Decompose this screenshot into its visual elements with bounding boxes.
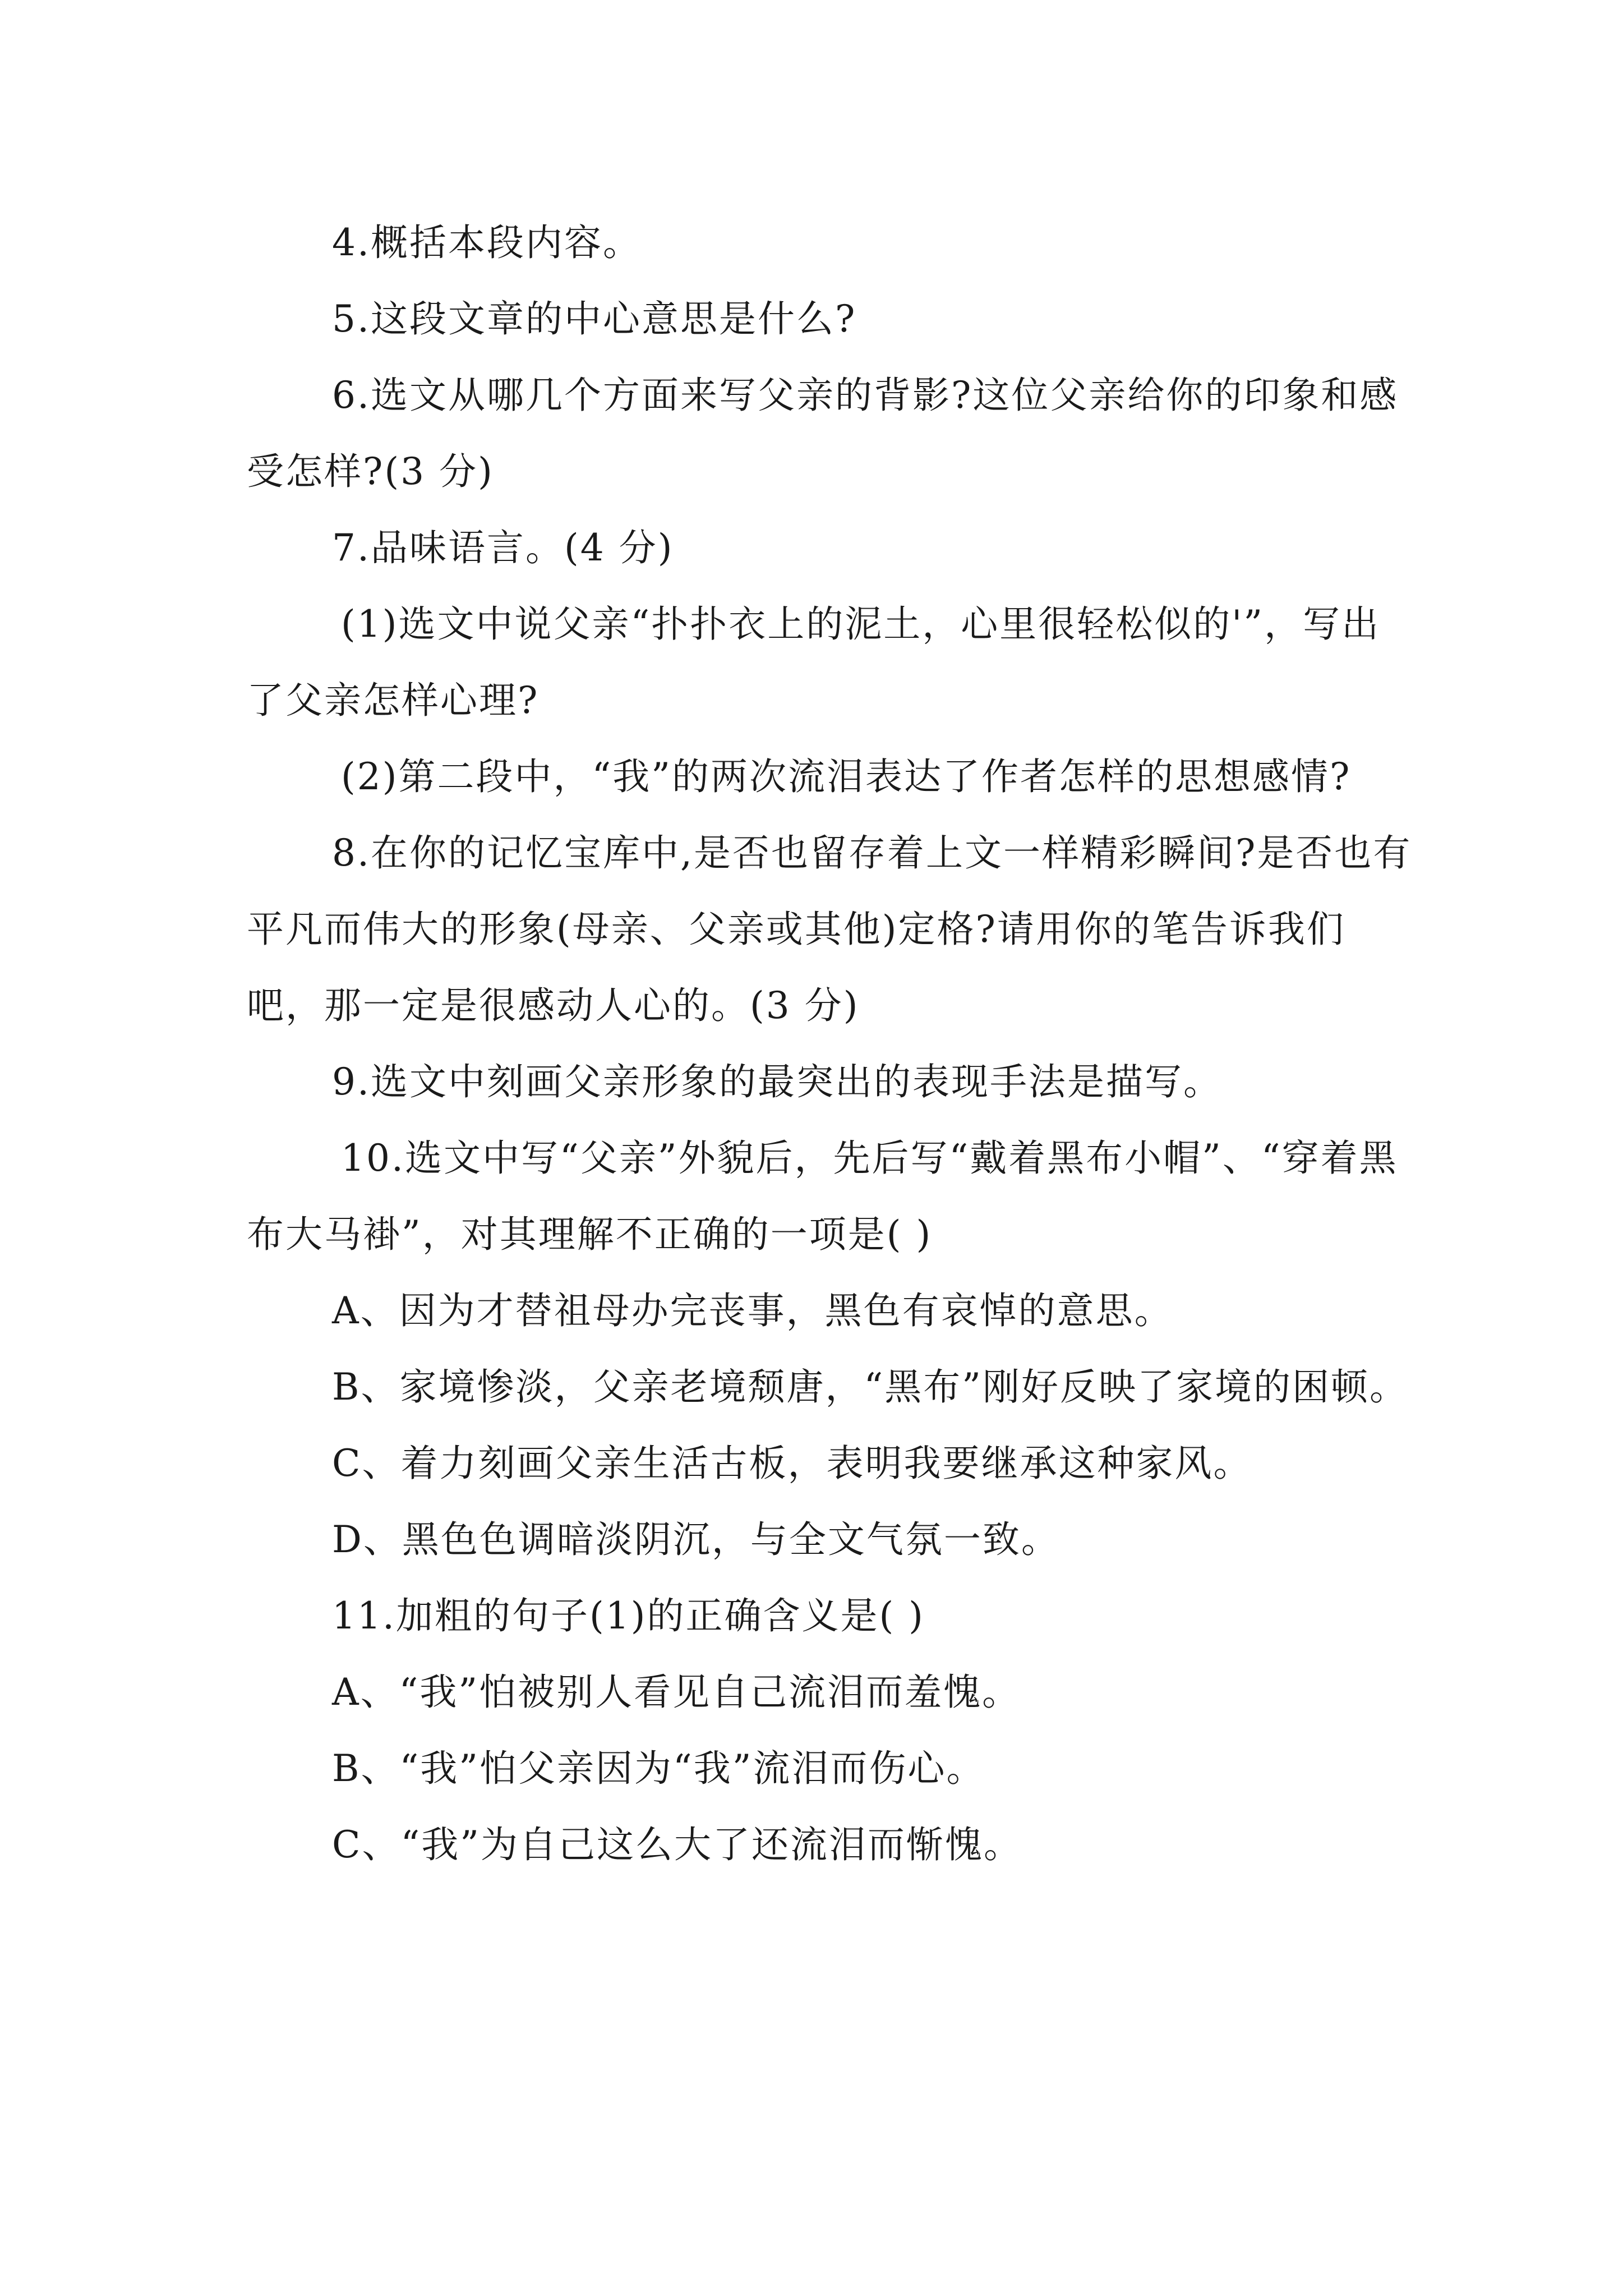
question-list — [247, 205, 1413, 1883]
question-10-option-b: B、家境惨淡，父亲老境颓唐，“黑布”刚好反映了家境的困顿。 — [332, 1365, 1408, 1409]
question-8: 8.在你的记忆宝库中,是否也留存着上文一样精彩瞬间?是否也有平凡而伟大的形象(母亲、父亲或其他)定格?请用你的笔告诉我们吧，那一定是很感动人心的。(3 分) — [247, 831, 1412, 1027]
question-11-option-b: B、“我”怕父亲因为“我”流泪而伤心。 — [332, 1747, 985, 1790]
question-4: 4.概括本段内容。 — [332, 221, 642, 264]
question-7-part-2: (2)第二段中，“我”的两次流泪表达了作者怎样的思想感情? — [341, 755, 1352, 798]
question-11: 11.加粗的句子(1)的正确含义是( ) — [332, 1594, 925, 1637]
question-10-option-c: C、着力刻画父亲生活古板，表明我要继承这种家风。 — [332, 1442, 1252, 1485]
question-6: 6.选文从哪几个方面来写父亲的背影?这位父亲给你的印象和感受怎样?(3 分) — [247, 374, 1399, 493]
question-5: 5.这段文章的中心意思是什么? — [332, 297, 857, 341]
question-10-option-d: D、黑色色调暗淡阴沉，与全文气氛一致。 — [332, 1518, 1060, 1561]
question-9: 9.选文中刻画父亲形象的最突出的表现手法是描写。 — [332, 1060, 1222, 1103]
question-7-part-1: (1)选文中说父亲“扑扑衣上的泥土，心里很轻松似的'”，写出了父亲怎样心理? — [247, 602, 1381, 722]
question-10-option-a: A、因为才替祖母办完丧事，黑色有哀悼的意思。 — [332, 1289, 1173, 1332]
question-7: 7.品味语言。(4 分) — [332, 526, 674, 569]
question-10: 10.选文中写“父亲”外貌后，先后写“戴着黑布小帽”、“穿着黑布大马褂”，对其理解不正确的一项是( ) — [247, 1137, 1398, 1256]
question-11-option-a: A、“我”怕被别人看见自己流泪而羞愧。 — [332, 1671, 1021, 1714]
question-11-option-c: C、“我”为自己这么大了还流泪而惭愧。 — [332, 1823, 1022, 1866]
